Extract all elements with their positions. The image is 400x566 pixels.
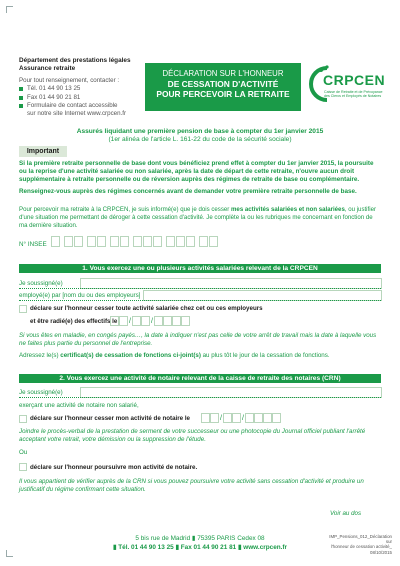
- date-year-box[interactable]: [272, 413, 281, 423]
- date-year-box[interactable]: [254, 413, 263, 423]
- section2-title: 2. Vous exercez une activité de notaire relevant de la caisse de retraite des notaires (CRN): [19, 374, 381, 383]
- insee-digit-box[interactable]: [199, 236, 208, 247]
- date-year-box[interactable]: [245, 413, 254, 423]
- insee-digit-box[interactable]: [153, 236, 162, 247]
- contact-form: Formulaire de contact accessible: [27, 101, 118, 109]
- section2-or: Ou: [19, 449, 28, 456]
- section1-employee-label: employé(e) par [nom du ou des employeurs]: [19, 292, 141, 299]
- contact-phone: Tél. 01 44 90 13 25: [27, 85, 81, 93]
- contact-intro: Pour tout renseignement, contacter :: [19, 77, 120, 84]
- section2-join-note: Joindre le procès-verbal de la prestation de serment de votre successeur ou une photocopie du Journal officiel publiant l'arrêté acceptant votre retrait, votre démission ou la suppression de l'étude.: [19, 428, 366, 443]
- para3-part1: Pour percevoir ma retraite à la CRPCEN, je suis informé(e) que je dois cesser: [19, 206, 232, 213]
- section2-verify-note: Il vous appartient de vérifier auprès de la CRN si vous pouvez poursuivre votre activité sans cessation d'activité et produire un justificatif du régime confirmant cette situation.: [19, 478, 364, 493]
- insee-digit-box[interactable]: [133, 236, 142, 247]
- insee-label: N° INSEE: [19, 241, 47, 248]
- insee-input-group[interactable]: [51, 236, 222, 247]
- section1-declare-checkbox[interactable]: [19, 305, 27, 313]
- date-separator: /: [241, 414, 244, 422]
- section1-radiated-label: et être radié(e) des effectifs le: [30, 318, 118, 325]
- date-separator: /: [129, 317, 131, 325]
- see-back-note: Voir au dos: [330, 510, 362, 517]
- para3-part3: , ou justifier d'une situation me permettant de déroger à cette cessation d'activité. Je complète la ou les rubriques me concernant en fonction de ma dernière situation.: [19, 206, 377, 230]
- date-day-box[interactable]: [110, 316, 119, 326]
- date-year-box[interactable]: [163, 316, 172, 326]
- date-month-box[interactable]: [132, 316, 141, 326]
- date-year-box[interactable]: [154, 316, 163, 326]
- section2-date-input[interactable]: [201, 413, 281, 423]
- insee-digit-box[interactable]: [176, 236, 185, 247]
- crop-mark: [6, 6, 13, 13]
- logo-caption-line2: des Clercs et Employés de Notaires: [324, 94, 382, 99]
- date-month-box[interactable]: [232, 413, 241, 423]
- logo-caption: [324, 90, 394, 99]
- section2-continue-text: déclare sur l'honneur poursuivre mon activité de notaire.: [30, 464, 198, 471]
- document-subtitle: [20, 128, 380, 144]
- important-paragraph-1: Si la première retraite personnelle de base dont vous bénéficiez prend effet à compter du 1er janvier 2015, la poursuite ou la reprise d'une activité salariée ou non salariée, après la date de départ de cette retraite, n'ouvre aucun droit supplémentaire à retraite personnelle ou de réversion auprès des régimes de retraite de base ou complémentaire.: [19, 160, 374, 184]
- section1-title: 1. Vous exercez une ou plusieurs activités salariées relevant de la CRPCEN: [19, 264, 381, 273]
- footer-contacts: ▮ Tél. 01 44 90 13 25 ▮ Fax 01 44 90 21 81 ▮ www.crpcen.fr: [112, 544, 288, 551]
- para3-part2: mes activités salariées et non salariées: [231, 206, 345, 213]
- date-separator: /: [220, 414, 222, 422]
- date-year-box[interactable]: [263, 413, 272, 423]
- insee-digit-box[interactable]: [143, 236, 152, 247]
- bullet-icon: [19, 87, 23, 91]
- insee-digit-box[interactable]: [120, 236, 129, 247]
- footer-address: 5 bis rue de Madrid ▮ 75395 PARIS Cedex 08: [135, 535, 265, 542]
- section1-date-input[interactable]: [110, 316, 190, 326]
- date-month-box[interactable]: [223, 413, 232, 423]
- document-title-line1: DÉCLARATION SUR L'HONNEUR: [162, 69, 284, 78]
- divider: [19, 288, 381, 289]
- footer: [80, 534, 320, 552]
- certif-part2: certificat(s) de cessation de fonctions ci-joint(s): [60, 352, 201, 359]
- contact-block: [19, 77, 159, 118]
- reference-line3: 08/10/2015: [370, 549, 392, 555]
- date-day-box[interactable]: [119, 316, 128, 326]
- insee-digit-box[interactable]: [110, 236, 119, 247]
- document-title-line2: DE CESSATION D'ACTIVITÉ: [167, 79, 279, 89]
- section1-certificate-note: [19, 352, 381, 360]
- date-year-box[interactable]: [181, 316, 190, 326]
- date-day-box[interactable]: [210, 413, 219, 423]
- date-day-box[interactable]: [201, 413, 210, 423]
- insee-digit-box[interactable]: [166, 236, 175, 247]
- section2-declare-text: déclare sur l'honneur cesser mon activité de notaire le: [30, 415, 190, 422]
- reference-line2: l'honneur de cessation activité_: [330, 544, 392, 550]
- section2-signed-label: Je soussigné(e): [19, 389, 63, 396]
- department-heading: [19, 57, 159, 73]
- insee-digit-box[interactable]: [64, 236, 73, 247]
- section2-continue-checkbox[interactable]: [19, 463, 27, 471]
- bullet-icon: [19, 104, 23, 108]
- important-paragraph-3: [19, 206, 381, 231]
- department-name: Département des prestations légales: [19, 57, 131, 64]
- subtitle-line1: Assurés liquidant une première pension de base à compter du 1er janvier 2015: [76, 128, 324, 135]
- insee-digit-box[interactable]: [74, 236, 83, 247]
- logo-caption-line1: Caisse de Retraite et de Prévoyance: [324, 90, 383, 94]
- certif-part1: Adressez le(s): [19, 352, 61, 359]
- logo-wordmark: CRPCEN: [323, 72, 386, 88]
- bullet-icon: [19, 96, 23, 100]
- divider: [19, 397, 381, 398]
- date-separator: /: [150, 317, 153, 325]
- document-title-line3: POUR PERCEVOIR LA RETRAITE: [156, 89, 290, 99]
- certif-part3: au plus tôt le jour de la cessation de fonctions.: [200, 352, 330, 359]
- section2-exercise-text: exerçant une activité de notaire non salarié,: [19, 402, 139, 409]
- section1-declare-text: déclare sur l'honneur cesser toute activité salariée chez cet ou ces employeurs: [30, 305, 263, 312]
- subtitle-line2: (1er alinéa de l'article L. 161-22 du code de la sécurité sociale): [108, 136, 292, 143]
- contact-fax: Fax 01 44 90 21 81: [27, 93, 81, 101]
- date-year-box[interactable]: [172, 316, 181, 326]
- important-label: Important: [19, 146, 67, 157]
- contact-website[interactable]: sur notre site Internet www.crpcen.fr: [27, 110, 127, 118]
- crop-mark: [6, 550, 13, 557]
- insee-digit-box[interactable]: [186, 236, 195, 247]
- section1-signed-label: Je soussigné(e): [19, 280, 63, 287]
- insee-digit-box[interactable]: [51, 236, 60, 247]
- section2-declare-checkbox[interactable]: [19, 415, 27, 423]
- date-month-box[interactable]: [141, 316, 150, 326]
- divider: [19, 300, 381, 301]
- insee-digit-box[interactable]: [209, 236, 218, 247]
- insee-digit-box[interactable]: [97, 236, 106, 247]
- reference-line1: IMP_Pensions_012_Déclaration sur: [329, 534, 392, 545]
- insee-digit-box[interactable]: [87, 236, 96, 247]
- important-paragraph-2: Renseignez-vous auprès des régimes concernés avant de demander votre première retraite personnelle de base.: [19, 188, 357, 195]
- document-reference: [322, 534, 392, 555]
- department-subname: Assurance retraite: [19, 65, 76, 72]
- document-title-box: [145, 63, 301, 111]
- crpcen-logo: [305, 58, 395, 108]
- section1-sick-note: Si vous êtes en maladie, en congés payés…, la date à indiquer n'est pas celle de votre arrêt de travail mais la date à laquelle vous ne faites plus partie du personnel de l'entreprise.: [19, 332, 377, 347]
